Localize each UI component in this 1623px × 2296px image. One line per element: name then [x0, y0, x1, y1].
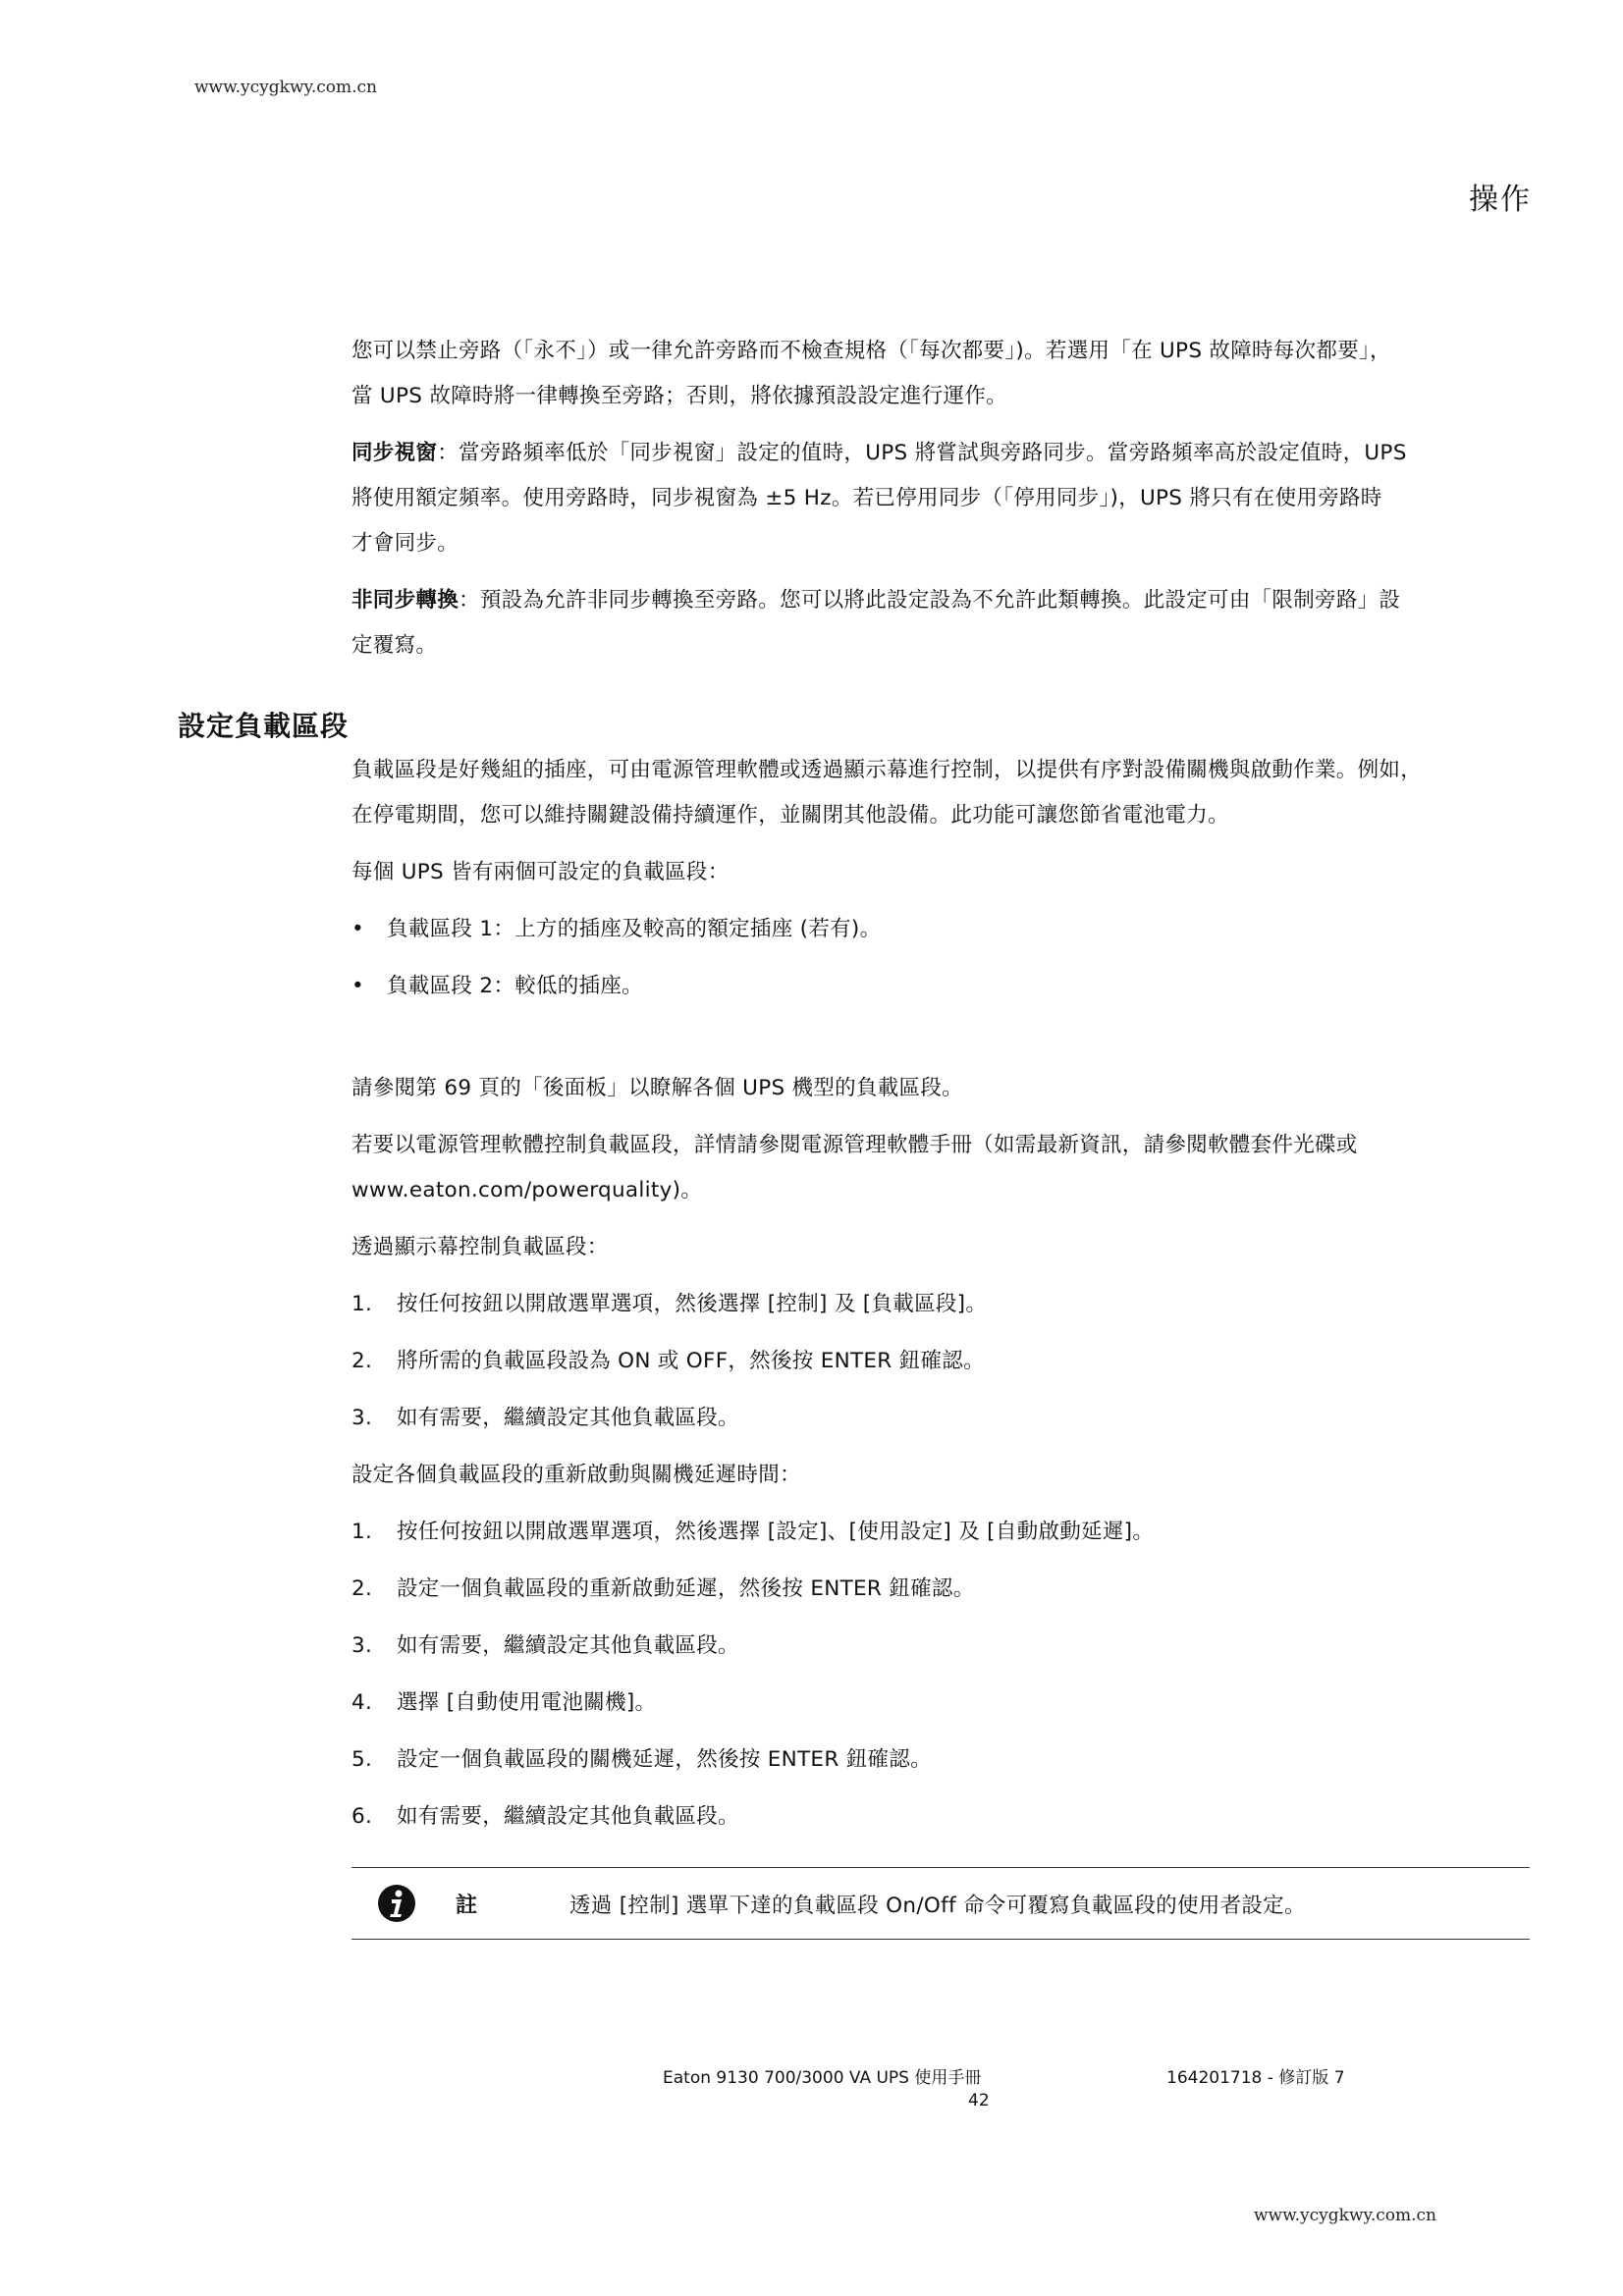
list-item: 3. 如有需要，繼續設定其他負載區段。 — [352, 1633, 739, 1658]
footer-manual-title: Eaton 9130 700/3000 VA UPS 使用手冊 — [663, 2068, 982, 2088]
note-label: 註 — [456, 1893, 478, 1918]
list-item: 1. 按任何按鈕以開啟選單選項，然後選擇 [設定]、[使用設定] 及 [自動啟動延遲]。 — [352, 1520, 1155, 1544]
load-segment-intro: 負載區段是好幾組的插座，可由電源管理軟體或透過顯示幕進行控制，以提供有序對設備關機與啟動作業。例如， 在停電期間，您可以維持關鍵設備持續運作，並關閉其他設備。此功能可讓您節省電池電力。 — [352, 758, 1423, 828]
async-transfer-paragraph: 非同步轉換：預設為允許非同步轉換至旁路。您可以將此設定設為不允許此類轉換。此設定可由「限制旁路」設 定覆寫。 — [352, 588, 1401, 658]
software-reference: 若要以電源管理軟體控制負載區段，詳情請參閱電源管理軟體手冊（如需最新資訊，請參閱軟體套件光碟或 www.eaton.com/powerquality)。 — [352, 1133, 1358, 1202]
list-item: 3. 如有需要，繼續設定其他負載區段。 — [352, 1406, 739, 1430]
watermark-bottom: www.ycygkwy.com.cn — [1253, 2206, 1436, 2225]
segment-count-paragraph: 每個 UPS 皆有兩個可設定的負載區段： — [352, 860, 730, 884]
footer-document-number: 164201718 - 修訂版 7 — [1166, 2068, 1345, 2088]
intro-paragraph-1: 您可以禁止旁路（「永不」）或一律允許旁路而不檢查規格（「每次都要」)。若選用「在 UPS 故障時每次都要」， 當 UPS 故障時將一律轉換至旁路；否則，將依據預設設定進行運作。 — [352, 339, 1391, 408]
list-item: 5. 設定一個負載區段的關機延遲，然後按 ENTER 鈕確認。 — [352, 1747, 932, 1772]
note-text: 透過 [控制] 選單下達的負載區段 On/Off 命令可覆寫負載區段的使用者設定。 — [569, 1893, 1306, 1918]
display-control-intro: 透過顯示幕控制負載區段： — [352, 1235, 609, 1259]
list-item: • 負載區段 1：上方的插座及較高的額定插座 (若有)。 — [352, 917, 882, 941]
intro-block — [352, 329, 1530, 668]
rear-panel-reference: 請參閱第 69 頁的「後面板」以瞭解各個 UPS 機型的負載區段。 — [352, 1076, 963, 1100]
page-number: 42 — [968, 2091, 990, 2110]
info-icon — [377, 1884, 416, 1923]
list-item: • 負載區段 2：較低的插座。 — [352, 974, 643, 998]
async-transfer-term: 非同步轉換 — [352, 588, 460, 613]
sync-window-term: 同步視窗 — [352, 441, 438, 465]
list-item: 2. 設定一個負載區段的重新啟動延遲，然後按 ENTER 鈕確認。 — [352, 1576, 975, 1601]
sync-window-paragraph: 同步視窗：當旁路頻率低於「同步視窗」設定的值時，UPS 將嘗試與旁路同步。當旁路頻率高於設定值時，UPS 將使用額定頻率。使用旁路時，同步視窗為 ±5 Hz。若已停用同步（「停用同步」)，UPS 將只有在使用旁路時 才會同步。 — [352, 441, 1407, 556]
watermark-top: www.ycygkwy.com.cn — [194, 78, 378, 97]
section-title: 操作 — [1469, 183, 1532, 217]
list-item: 6. 如有需要，繼續設定其他負載區段。 — [352, 1804, 739, 1829]
list-item: 4. 選擇 [自動使用電池關機]。 — [352, 1690, 657, 1715]
delay-setup-intro: 設定各個負載區段的重新啟動與關機延遲時間： — [352, 1463, 801, 1487]
note-box — [352, 1867, 1530, 1940]
list-item: 2. 將所需的負載區段設為 ON 或 OFF，然後按 ENTER 鈕確認。 — [352, 1349, 985, 1373]
list-item: 1. 按任何按鈕以開啟選單選項，然後選擇 [控制] 及 [負載區段]。 — [352, 1292, 988, 1316]
section-heading: 設定負載區段 — [178, 710, 350, 742]
body-block — [352, 748, 1530, 1851]
